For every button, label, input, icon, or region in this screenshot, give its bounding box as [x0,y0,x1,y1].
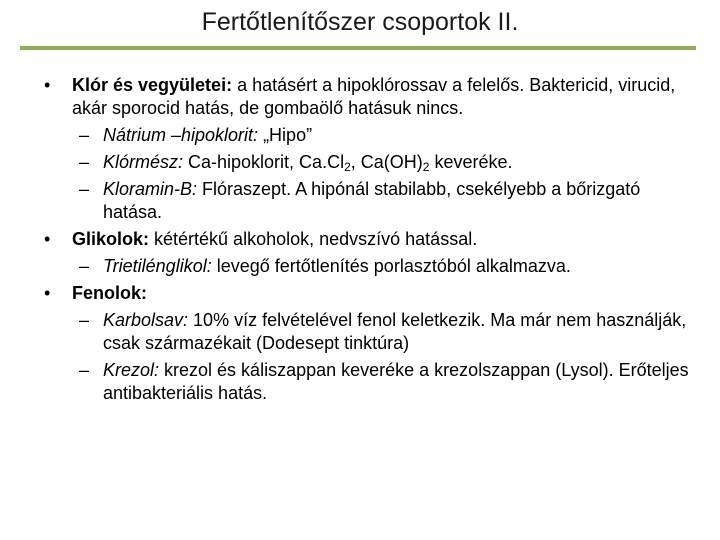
bullet-icon: • [44,75,51,95]
bullet-icon: • [44,229,51,249]
sub-item-triethylene-glycol [0,255,720,278]
dash-icon: – [79,310,90,330]
sub-item-text: levegő fertőtlenítés porlasztóból alkalmazva. [211,256,571,276]
dash-icon: – [79,360,90,380]
bullet-text: kétértékű alkoholok, nedvszívó hatással. [149,229,478,249]
sub-item-text: 10% víz felvételével fenol keletkezik. Ma már nem használják, csak származékait (Dodesept tinktúra) [103,310,687,353]
bullet-heading: Fenolok: [72,283,147,303]
subscript: 2 [344,160,351,174]
bullet-heading: Klór és vegyületei: [72,75,233,95]
bullet-list [0,74,720,409]
sub-item-carbolic-acid [0,309,720,355]
sub-item-text: „Hipo” [258,125,313,145]
sub-item-text: keveréke. [429,152,513,172]
sub-item-bleaching-powder [0,151,720,174]
dash-icon: – [79,179,90,199]
sub-item-text: Flóraszept. A hipónál stabilabb, csekélyebb a bőrizgató hatása. [103,179,641,222]
dash-icon: – [79,152,90,172]
sub-item-text: Ca-hipoklorit, Ca.Cl [183,152,345,172]
sub-item-text: krezol és káliszappan keveréke a krezolszappan (Lysol). Erőteljes antibakteriális hatás. [103,360,689,403]
dash-icon: – [79,125,90,145]
bullet-text: a hatásért a hipoklórossav a felelős. Baktericid, virucid, akár sporocid hatás, de gombaölő hatásuk nincs. [72,75,676,118]
bullet-item-phenols [0,282,720,305]
sub-item-chloramine-b [0,178,720,224]
sub-item-cresol [0,359,720,405]
bullet-heading: Glikolok: [72,229,150,249]
bullet-item-glycols [0,228,720,251]
sub-item-heading: Trietilénglikol: [103,256,212,276]
sub-item-sodium-hypochlorite [0,124,720,147]
sub-item-heading: Kloramin-B: [103,179,198,199]
slide-title: Fertőtlenítőszer csoportok II. [201,8,519,36]
title-underline [20,46,696,50]
sub-item-text: , Ca(OH) [350,152,423,172]
bullet-item-chlorine [0,74,720,120]
sub-item-heading: Nátrium –hipoklorit: [103,125,259,145]
sub-item-heading: Klórmész: [103,152,184,172]
dash-icon: – [79,256,90,276]
sub-item-heading: Karbolsav: [103,310,189,330]
bullet-icon: • [44,283,51,303]
subscript: 2 [422,160,430,174]
sub-item-heading: Krezol: [103,360,160,380]
